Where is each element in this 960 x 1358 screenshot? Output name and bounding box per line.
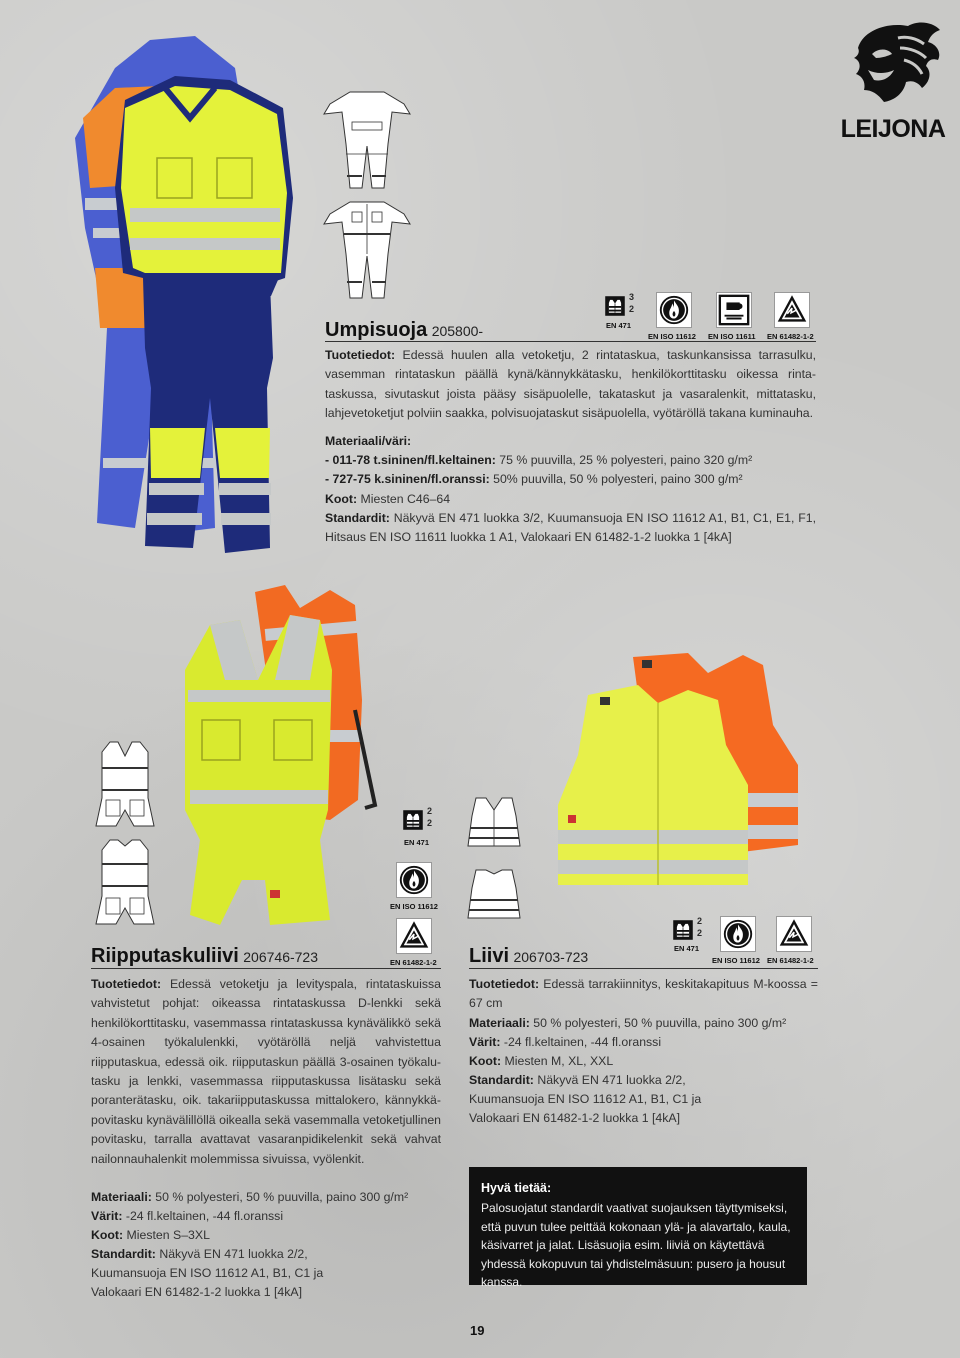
vest-back-sketch xyxy=(464,866,524,922)
tool-vest-material-text: 50 % polyesteri, 50 % puuvilla, paino 300 g/m² xyxy=(155,1190,409,1204)
coverall-variant-2-code: - 727-75 k.sininen/fl.oranssi: xyxy=(325,472,490,486)
tool-vest-flame-icon xyxy=(396,862,432,898)
coverall-arc-icon xyxy=(774,292,810,328)
vest-standards-label: Standardit: xyxy=(469,1073,534,1087)
tool-vest-photo xyxy=(170,580,385,935)
coverall-hivis-class: 3 xyxy=(629,292,635,302)
vest-details-text: Edessä tarrakiinnitys, keskitakapituus M-koossa = 67 cm xyxy=(469,977,818,1011)
tool-vest-title xyxy=(91,945,318,968)
brand-logo xyxy=(838,18,948,143)
good-to-know-box xyxy=(469,1167,807,1289)
vest-details xyxy=(469,975,818,1014)
coverall-standards-label: Standardit: xyxy=(325,511,390,525)
coverall-photo xyxy=(45,28,300,568)
vest-rule xyxy=(469,968,818,969)
tool-vest-details-text: Edessä vetoketju ja levityspala, rintataskuissa vahvistetut pohjat: oikeassa rintataskussa D-lenkki sekä henkilökorttitasku, vasemmassa rintataskussa kynävälikkö sekä 4-osainen työkalulenkki, vyötäröllä neljä vahvistettua riipputaskua, edessä oik. riipputaskun päällä 3-osainen työkalu-tasku ja lenkki, vasemmassa riipputaskussa lisätasku sekä poranterätasku, oik. takariipputaskussa mittalokero, kännykkä-povitasku kynävälillöllä oikealla sekä vasemmalla vetoketjullinen povitasku, tarralla avattavat vasaranpidikelenkit sekä vahvat nailonnauhalenkit molemmissa sivuissa, vyölenkit. xyxy=(91,977,441,1166)
coverall-title xyxy=(325,319,483,342)
tool-vest-standards-label: Standardit: xyxy=(91,1247,156,1261)
coverall-title-code: 205800- xyxy=(431,323,484,339)
vest-colors-label: Värit: xyxy=(469,1035,501,1049)
coverall-sizes-text: Miesten C46–64 xyxy=(360,492,451,506)
tool-vest-standards-line3: Valokaari EN 61482-1-2 luokka 1 [4kA] xyxy=(91,1285,302,1299)
vest-material-label: Materiaali: xyxy=(469,1016,530,1030)
vest-arc-icon xyxy=(776,916,812,952)
vest-standards-line3: Valokaari EN 61482-1-2 luokka 1 [4kA] xyxy=(469,1111,680,1125)
coverall-title-name: Umpisuoja xyxy=(325,319,428,341)
coverall-flame-icon xyxy=(656,292,692,328)
vest-standards-line1: Näkyvä EN 471 luokka 2/2, xyxy=(537,1073,686,1087)
vest-flame-icon xyxy=(720,916,756,952)
tool-vest-front-figure xyxy=(185,615,332,925)
vest-hivis-class2: 2 xyxy=(697,928,703,938)
coverall-std-label-3: EN ISO 11611 xyxy=(708,332,756,341)
tool-vest-standards xyxy=(91,1245,308,1264)
coverall-std-label-1: EN 471 xyxy=(606,321,632,330)
coverall-details xyxy=(325,346,816,424)
tool-vest-std-label-2: EN ISO 11612 xyxy=(390,902,438,911)
coverall-back-sketch xyxy=(322,84,412,194)
vest-front-sketch xyxy=(464,794,524,850)
coverall-sizes xyxy=(325,490,450,509)
tool-vest-title-code: 206746-723 xyxy=(243,949,319,965)
page-number: 19 xyxy=(470,1323,485,1338)
vest-std-label-2: EN ISO 11612 xyxy=(712,956,760,965)
vest-sizes-text: Miesten M, XL, XXL xyxy=(504,1054,614,1068)
tool-vest-details-label: Tuotetiedot: xyxy=(91,977,162,991)
vest-material-text: 50 % polyesteri, 50 % puuvilla, paino 300 g/m² xyxy=(533,1016,787,1030)
tool-vest-rule xyxy=(91,968,441,969)
coverall-std-label-4: EN 61482-1-2 xyxy=(767,332,814,341)
tool-vest-standards-line2: Kuumansuoja EN ISO 11612 A1, B1, C1 ja xyxy=(91,1266,324,1280)
coverall-std-label-2: EN ISO 11612 xyxy=(648,332,696,341)
tool-vest-std-label-3: EN 61482-1-2 xyxy=(390,958,437,967)
tool-vest-title-name: Riipputaskuliivi xyxy=(91,945,239,967)
tool-vest-front-sketch xyxy=(94,738,156,830)
tool-vest-colors-label: Värit: xyxy=(91,1209,123,1223)
tool-vest-hivis-class: 2 xyxy=(427,806,433,816)
vest-colors xyxy=(469,1033,661,1052)
vest-std-label-3: EN 61482-1-2 xyxy=(767,956,814,965)
tool-vest-std-label-1: EN 471 xyxy=(404,838,430,847)
coverall-standards-text: Näkyvä EN 471 luokka 3/2, Kuumansuoja EN ISO 11612 A1, B1, C1, E1, F1, Hitsaus EN ISO 11611 luokka 1 A1, Valokaari EN 61482-1-2 luokka 1 [4kA] xyxy=(325,511,816,545)
tool-vest-material xyxy=(91,1188,408,1207)
coverall-variant-2-text: 50% puuvilla, 50 % polyesteri, paino 300 g/m² xyxy=(493,472,743,486)
tool-vest-hivis-icon xyxy=(402,806,436,834)
tool-vest-hivis-class2: 2 xyxy=(427,818,433,828)
vest-title xyxy=(469,945,588,968)
vest-photo xyxy=(548,645,803,910)
brand-name: LEIJONA xyxy=(840,115,946,143)
coverall-material-label: Materiaali/väri: xyxy=(325,434,412,448)
vest-std-label-1: EN 471 xyxy=(674,944,700,953)
vest-colors-text: -24 fl.keltainen, -44 fl.oranssi xyxy=(503,1035,662,1049)
vest-standards-line2: Kuumansuoja EN ISO 11612 A1, B1, C1 ja xyxy=(469,1092,702,1106)
vest-title-code: 206703-723 xyxy=(513,949,589,965)
vest-front-figure xyxy=(558,685,748,885)
tool-vest-standards-line1: Näkyvä EN 471 luokka 2/2, xyxy=(159,1247,308,1261)
tool-vest-material-label: Materiaali: xyxy=(91,1190,152,1204)
tool-vest-colors-text: -24 fl.keltainen, -44 fl.oranssi xyxy=(125,1209,284,1223)
tool-vest-sizes-label: Koot: xyxy=(91,1228,124,1242)
coverall-variant-1-code: - 011-78 t.sininen/fl.keltainen: xyxy=(325,453,496,467)
coverall-hivis-icon xyxy=(604,292,638,320)
coverall-variant-1 xyxy=(325,451,816,470)
tool-vest-details xyxy=(91,975,441,1169)
tool-vest-back-sketch xyxy=(94,836,156,928)
vest-title-name: Liivi xyxy=(469,945,510,967)
coverall-details-text: Edessä huulen alla vetoketju, 2 rintataskua, taskunkansissa tarrasulku, vasemman rintataskun päällä kynä/kännykkätasku, henkilökorttitasku oikessa rinta-taskussa, sivutaskut joista pääsy sisäpuolelle, takataskut ja vasaralenkit, mittatasku, lahjevetoketjut polviin saakka, polvisuojataskut sisäpuolella, vyötäröllä takana kuminauha. xyxy=(325,348,816,421)
coverall-variant-2 xyxy=(325,470,816,489)
vest-sizes xyxy=(469,1052,613,1071)
coverall-standards xyxy=(325,509,816,548)
tool-vest-arc-icon xyxy=(396,918,432,954)
coverall-details-label: Tuotetiedot: xyxy=(325,348,396,362)
vest-hivis-class: 2 xyxy=(697,916,703,926)
good-to-know-text: Palosuojatut standardit vaativat suojauksen täyttymiseksi, että puvun tulee peittää kokonaan ylä- ja alavartalo, kaula, käsivarret ja jalat. Lisäsuojia esim. liiviä on käytettävä yhdessä kokopuvun tai yhdistelmäsuun: pusero ja housut kanssa. xyxy=(481,1201,791,1289)
vest-sizes-label: Koot: xyxy=(469,1054,502,1068)
tool-vest-sizes xyxy=(91,1226,210,1245)
vest-standards xyxy=(469,1071,686,1090)
vest-material xyxy=(469,1014,786,1033)
lion-head-icon xyxy=(838,18,948,108)
coverall-hivis-class2: 2 xyxy=(629,304,635,314)
good-to-know-title: Hyvä tietää: xyxy=(481,1181,552,1195)
coverall-front-sketch xyxy=(322,194,412,304)
coverall-rule xyxy=(325,341,816,342)
tool-vest-colors xyxy=(91,1207,283,1226)
coverall-sizes-label: Koot: xyxy=(325,492,358,506)
vest-details-label: Tuotetiedot: xyxy=(469,977,540,991)
tool-vest-sizes-text: Miesten S–3XL xyxy=(126,1228,210,1242)
vest-hivis-icon xyxy=(672,916,706,944)
coverall-welding-icon xyxy=(716,292,752,328)
coverall-variant-1-text: 75 % puuvilla, 25 % polyesteri, paino 320 g/m² xyxy=(499,453,753,467)
